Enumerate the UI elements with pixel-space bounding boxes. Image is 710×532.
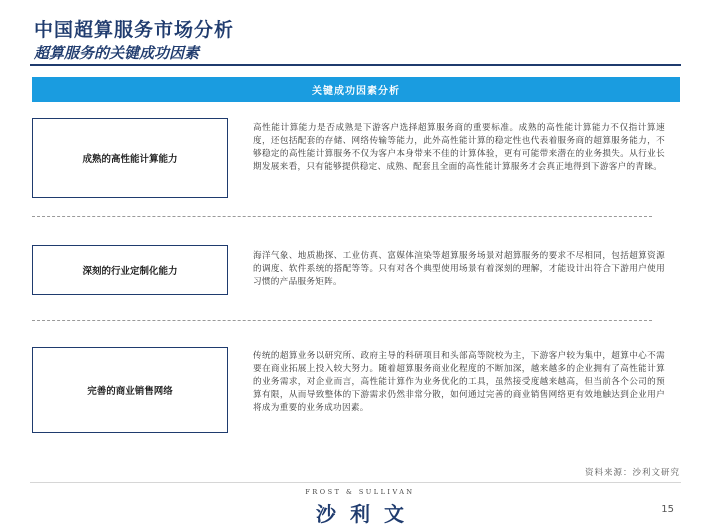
factor-name: 深刻的行业定制化能力 — [82, 266, 178, 277]
page-title: 中国超算服务市场分析 — [34, 19, 235, 41]
factor-box-sales-network — [32, 347, 228, 433]
logo-chinese: 沙利文 — [316, 502, 418, 526]
dashed-divider — [32, 216, 652, 217]
title-divider — [30, 64, 681, 66]
factor-box-computing — [32, 118, 228, 198]
source-note: 资料来源：沙利文研究 — [584, 468, 680, 478]
factor-description: 高性能计算能力是否成熟是下游客户选择超算服务商的重要标准。成熟的高性能计算能力不仅指计算速度，还包括配套的存储、网络传输等能力，此外高性能计算的稳定性也代表着服务商的超算服务能力，不够稳定的高性能计算服务不仅为客户本身带来不佳的计算体验，更有可能带来潜在的业务损失。从行业长期发展来看，只有能够提供稳定、成熟、配套且全面的高性能计算服务才会真正地得到下游客户的青睐。 — [253, 123, 665, 172]
factor-name: 完善的商业销售网络 — [87, 386, 173, 397]
logo-wordmark: FROST & SULLIVAN — [305, 488, 415, 496]
footer-divider — [30, 482, 681, 483]
page-subtitle: 超算服务的关键成功因素 — [34, 44, 200, 62]
factor-description: 传统的超算业务以研究所、政府主导的科研项目和头部高等院校为主，下游客户较为集中，超算中心不需要在商业拓展上投入较大努力。随着超算服务商业化程度的不断加深，越来越多的企业拥有了高性能计算的业务需求，对企业而言，高性能计算作为业务优化的工具，虽然接受度越来越高，但当前各个公司的预算有限，从而导致整体的下游需求仍然非常分散，如何通过完善的商业销售网络更有效地触达到企业用户将成为重要的业务成功因素。 — [253, 351, 665, 413]
factor-name: 成熟的高性能计算能力 — [82, 154, 178, 165]
section-banner: 关键成功因素分析 — [32, 77, 680, 102]
dashed-divider — [32, 320, 652, 321]
page-number: 15 — [661, 504, 674, 515]
factor-description: 海洋气象、地质勘探、工业仿真、富媒体渲染等超算服务场景对超算服务的要求不尽相同，包括超算资源的调度、软件系统的搭配等等。只有对各个典型使用场景有着深刻的理解，才能设计出符合下游用户使用习惯的产品服务矩阵。 — [253, 251, 665, 287]
factor-box-customization — [32, 245, 228, 295]
